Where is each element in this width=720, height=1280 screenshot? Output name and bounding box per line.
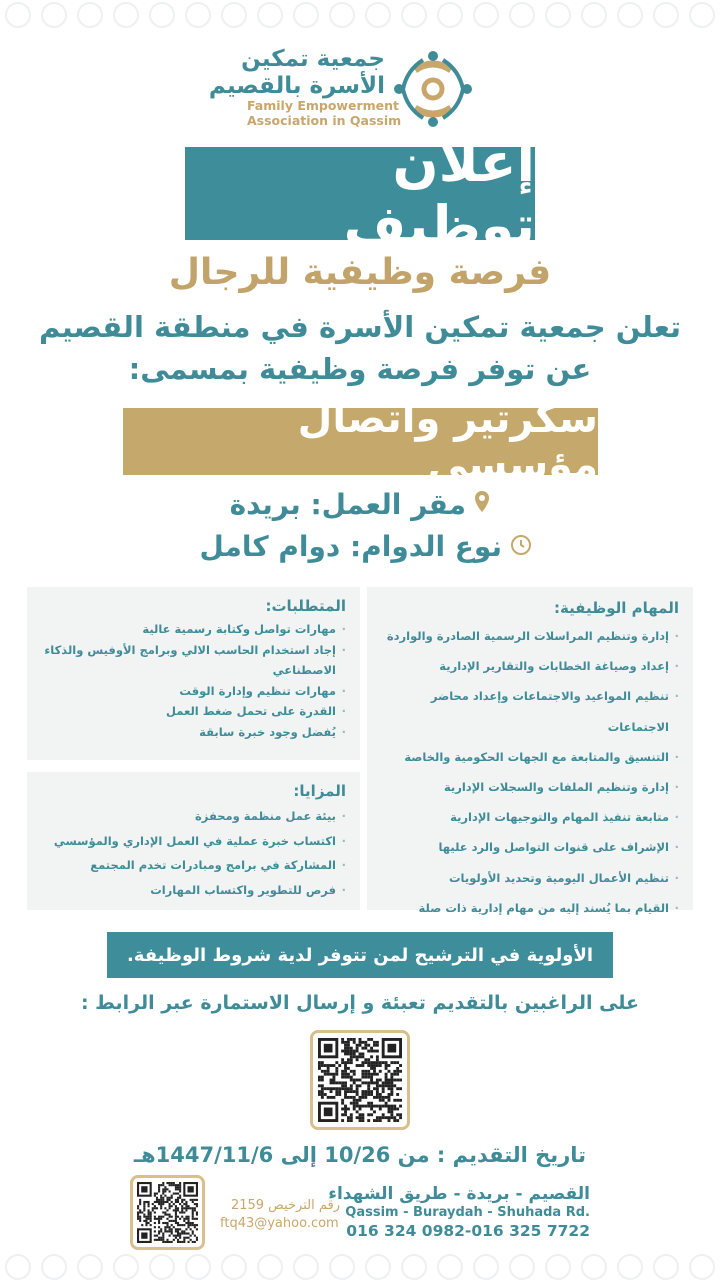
pattern-ring — [221, 2, 247, 28]
pattern-ring — [257, 1254, 283, 1280]
list-item: · بيئة عمل منظمة ومحفزة — [41, 804, 346, 829]
tasks-heading: المهام الوظيفية: — [553, 599, 679, 617]
decorative-pattern-top — [0, 0, 720, 30]
work-type-row — [200, 530, 532, 563]
clock-icon — [510, 530, 532, 563]
email-link[interactable]: ftq43@yahoo.com — [220, 1216, 339, 1231]
footer-qr-code[interactable] — [130, 1175, 205, 1250]
intro-line-2: عن توفر فرصة وظيفية بمسمى: — [128, 352, 592, 386]
pattern-ring — [185, 2, 211, 28]
list-item: · المشاركة في برامج ومبادرات تخدم المجتمع — [41, 853, 346, 878]
list-item: · إعداد وصياغة الخطابات والتقارير الإدارية — [381, 651, 679, 681]
pattern-ring — [293, 2, 319, 28]
pattern-ring — [5, 2, 31, 28]
pattern-ring — [473, 2, 499, 28]
pattern-ring — [5, 1254, 31, 1280]
pattern-ring — [77, 1254, 103, 1280]
pattern-ring — [77, 2, 103, 28]
list-item: · التنسيق والمتابعة مع الجهات الحكومية والخاصة — [381, 742, 679, 772]
list-item: · القيام بما يُسند إليه من مهام إدارية ذات صلة — [381, 893, 679, 923]
pattern-ring — [545, 1254, 571, 1280]
pattern-ring — [617, 1254, 643, 1280]
org-name-ar-line1: جمعية تمكين — [241, 46, 385, 72]
advantages-card — [27, 772, 360, 910]
list-item: · الإشراف على قنوات التواصل والرد عليها — [381, 832, 679, 862]
pattern-ring — [365, 2, 391, 28]
pattern-ring — [185, 1254, 211, 1280]
org-name-ar-line2: الأسرة بالقصيم — [208, 73, 385, 99]
org-name-en-line2: Association in Qassim — [247, 113, 402, 128]
pattern-ring — [581, 1254, 607, 1280]
pattern-ring — [689, 1254, 715, 1280]
list-item: · إدارة وتنظيم المراسلات الرسمية الصادرة والواردة — [381, 621, 679, 651]
pattern-ring — [653, 1254, 679, 1280]
requirements-heading: المتطلبات: — [265, 597, 346, 615]
list-item: · تنظيم المواعيد والاجتماعات وإعداد محاضر الاجتماعات — [381, 681, 679, 741]
application-date: تاريخ التقديم : من 10/26 إلى 1447/11/6هـ — [133, 1143, 587, 1167]
pattern-ring — [581, 2, 607, 28]
subtitle: فرصة وظيفية للرجال — [168, 252, 552, 293]
pattern-ring — [41, 2, 67, 28]
list-item: · القدرة على تحمل ضغط العمل — [41, 701, 346, 722]
pattern-ring — [401, 1254, 427, 1280]
phone-numbers: 016 324 0982-016 325 7722 — [346, 1222, 590, 1240]
work-type-text: نوع الدوام: دوام كامل — [199, 530, 502, 563]
pattern-ring — [113, 1254, 139, 1280]
pattern-ring — [653, 2, 679, 28]
location-pin-icon — [474, 488, 490, 521]
pattern-ring — [149, 2, 175, 28]
list-item: · فرص للتطوير واكتساب المهارات — [41, 878, 346, 903]
list-item: · إجاد استخدام الحاسب الالي وبرامج الأوفيس والذكاء الاصطناعي — [41, 640, 346, 681]
pattern-ring — [689, 2, 715, 28]
org-name-en — [247, 98, 401, 128]
page-title: إعلان توظيف — [185, 147, 535, 240]
pattern-ring — [545, 2, 571, 28]
pattern-ring — [113, 2, 139, 28]
org-name-en-line1: Family Empowerment — [247, 98, 400, 113]
address-ar: القصيم - بريدة - طريق الشهداء — [328, 1184, 590, 1204]
pattern-ring — [329, 1254, 355, 1280]
pattern-ring — [365, 1254, 391, 1280]
pattern-ring — [41, 1254, 67, 1280]
advantages-heading: المزايا: — [293, 782, 346, 800]
location-text: مقر العمل: بريدة — [229, 488, 466, 521]
org-name-ar — [209, 46, 385, 100]
application-qr-code[interactable] — [310, 1030, 410, 1130]
pattern-ring — [221, 1254, 247, 1280]
pattern-ring — [617, 2, 643, 28]
apply-instructions: على الراغبين بالتقديم تعبئة و إرسال الاستمارة عبر الرابط : — [80, 992, 640, 1014]
requirements-card — [27, 587, 360, 760]
intro-line-1: تعلن جمعية تمكين الأسرة في منطقة القصيم — [39, 310, 681, 344]
list-item: · إدارة وتنظيم الملفات والسجلات الإدارية — [381, 772, 679, 802]
pattern-ring — [293, 1254, 319, 1280]
pattern-ring — [329, 2, 355, 28]
tasks-card — [367, 587, 693, 915]
pattern-ring — [149, 1254, 175, 1280]
list-item: · يُفضل وجود خبرة سابقة — [41, 722, 346, 743]
pattern-ring — [509, 1254, 535, 1280]
license-info — [220, 1197, 340, 1233]
job-title: سكرتير واتصال مؤسسي — [123, 408, 598, 475]
address-block — [328, 1184, 590, 1240]
pattern-ring — [437, 2, 463, 28]
list-item: · مهارات تنظيم وإدارة الوقت — [41, 681, 346, 702]
pattern-ring — [509, 2, 535, 28]
license-number: رقم الترخيص 2159 — [230, 1198, 340, 1213]
logo-icon — [393, 50, 473, 128]
pattern-ring — [437, 1254, 463, 1280]
priority-banner: الأولوية في الترشيح لمن تتوفر لدية شروط الوظيفة. — [107, 932, 613, 978]
pattern-ring — [473, 1254, 499, 1280]
list-item: · مهارات تواصل وكتابة رسمية عالية — [41, 619, 346, 640]
decorative-pattern-bottom — [0, 1252, 720, 1280]
pattern-ring — [257, 2, 283, 28]
address-en: Qassim - Buraydah - Shuhada Rd. — [345, 1205, 590, 1220]
list-item: · متابعة تنفيذ المهام والتوجيهات الإدارية — [381, 802, 679, 832]
list-item: · اكتساب خبرة عملية في العمل الإداري والمؤسسي — [41, 829, 346, 854]
list-item: · تنظيم الأعمال اليومية وتحديد الأولويات — [381, 863, 679, 893]
location-row — [230, 488, 490, 521]
pattern-ring — [401, 2, 427, 28]
